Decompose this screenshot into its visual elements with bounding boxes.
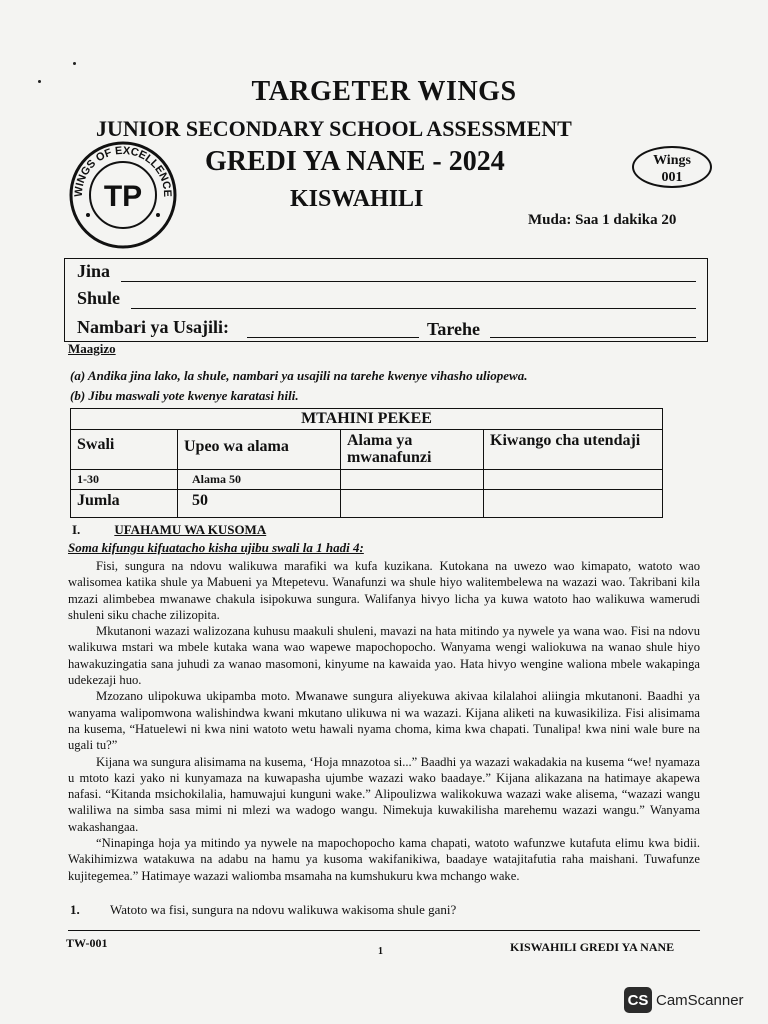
- section-name: UFAHAMU WA KUSOMA: [114, 522, 267, 537]
- student-details-box: [64, 258, 708, 342]
- header-student-marks: Alama ya mwanafunzi: [341, 430, 484, 470]
- passage-paragraph: “Ninapinga hoja ya mitindo ya nywele na mapochopocho kama chapati, watoto wafunzwe kutafuta elimu kwa bidii. Wakihimizwa watakuwa na adabu na hamu ya kusoma wakifanikiwa, baadaye watajitafutia raha maishani. Tuwafunze kujitegemea.” Hatimaye wazazi waliomba msamaha na kumshukuru kwa mchango wake.: [68, 836, 700, 883]
- row1-question: 1-30: [71, 470, 178, 490]
- name-field[interactable]: [121, 281, 696, 282]
- logo-letters: TP: [103, 180, 143, 213]
- instructions-title: Maagizo: [68, 341, 116, 356]
- header-performance: Kiwango cha utendaji: [484, 430, 663, 470]
- date-field[interactable]: [490, 337, 696, 338]
- footer-code: TW-001: [66, 936, 108, 950]
- row1-performance[interactable]: [484, 470, 663, 490]
- assessment-title: JUNIOR SECONDARY SCHOOL ASSESSMENT: [96, 116, 572, 141]
- grade-year: GREDI YA NANE - 2024: [205, 146, 505, 177]
- date-label: Tarehe: [427, 319, 481, 339]
- name-label: Jina: [77, 261, 111, 281]
- badge-line1: Wings: [653, 153, 691, 168]
- footer-subject: KISWAHILI GREDI YA NANE: [510, 940, 675, 954]
- school-label: Shule: [77, 288, 121, 308]
- registration-field[interactable]: [247, 337, 419, 338]
- section-instruction: Soma kifungu kifuatacho kisha ujibu swali la 1 hadi 4:: [68, 540, 364, 555]
- passage-paragraph: Kijana wa sungura alisimama na kusema, ‘Hoja mnazotoa si...” Baadhi ya wazazi wakadakia na kusema “we! nyamaza u mtoto kazi yako ni kunyamaza na kuwapasha ujumbe wazazi wako baadaye.” Kijana alikazana na hatimaye akapewa nafasi. “Kitanda msichokilalia, hamuwajui kunguni wake.” Alipoulizwa walikokuwa wazazi wake alisema, “wazazi wangu waliliwa na simba sasa mimi ni mlezi wa wadogo wangu. Nimekuja kuwakilisha marehemu wazazi wangu.” Wanyama wakashangaa.: [68, 754, 700, 834]
- camscanner-watermark: [624, 986, 744, 1014]
- instruction-a: (a) Andika jina lako, la shule, nambari ya usajili na tarehe kwenye vihasho uliopewa.: [70, 368, 528, 383]
- paper-code-badge: [632, 146, 712, 188]
- section-number: I.: [72, 522, 81, 537]
- duration: Muda: Saa 1 dakika 20: [528, 212, 677, 228]
- passage-paragraph: Mzozano ulipokuwa ukipamba moto. Mwanawe sungura aliyekuwa akivaa kilalahoi aliingia mkutanoni. Baadhi ya wanyama walipomwona walishindwa kwani mkutano ulikuwa ni wa wazazi. Kijana aliketi na kuwasikiliza. Fisi alisimama na kusema, “Hatuelewi ni kwa nini watoto wetu hawali nyama choma, kima kwa chapati. Tunalipa! kwa nini wale bure na ugali tu?”: [68, 689, 700, 753]
- school-name: TARGETER WINGS: [251, 76, 517, 107]
- scan-speck: [73, 62, 76, 65]
- school-logo-icon: [68, 140, 178, 250]
- header-max-marks: Upeo wa alama: [178, 430, 341, 470]
- camscanner-logo-icon: CS: [624, 987, 652, 1013]
- section-title: [72, 522, 266, 538]
- marks-table-title: MTAHINI PEKEE: [71, 409, 663, 430]
- instruction-b: (b) Jibu maswali yote kwenye karatasi hili.: [70, 388, 299, 403]
- page-number: 1: [378, 946, 383, 957]
- header-question: Swali: [71, 430, 178, 470]
- footer-divider: [68, 930, 700, 931]
- registration-label: Nambari ya Usajili:: [77, 317, 229, 337]
- row2-student-marks[interactable]: [341, 490, 484, 518]
- row2-total: Jumla: [71, 490, 178, 518]
- passage-paragraph: Mkutanoni wazazi walizozana kuhusu maakuli shuleni, mavazi na hata mitindo ya nywele ya wana wao. Fisi na ndovu walikuwa mstari wa mbele kutaka wana wao wapewe mapochopocho. Wanyama wengi waliokuwa na wanao shule hiyo hawakuzingatia sana juhudi za wanao masomoni, kinyume na kawaida yao. Hata hivyo wengine waliona mbele wakapinga udekezaji huo.: [68, 624, 700, 688]
- school-field[interactable]: [131, 308, 696, 309]
- row1-max: Alama 50: [178, 470, 341, 490]
- marks-table: [70, 408, 663, 518]
- question-text: Watoto wa fisi, sungura na ndovu walikuwa wakisoma shule gani?: [110, 902, 457, 917]
- row1-student-marks[interactable]: [341, 470, 484, 490]
- row2-max: 50: [178, 490, 341, 518]
- passage-paragraph: Fisi, sungura na ndovu walikuwa marafiki wa kufa kuzikana. Kutokana na uwezo wao kimapato, watoto wao walisomea katika shule ya Mabueni ya Mtepetevu. Wanafunzi wa shule hiyo walitembelewa na wazazi wao. Takribani kila mzazi alimbebea mwanawe chakula isipokuwa sungura. Walifanya hivyo licha ya kuwa watoto hao walikuwa wamerudi shuleni siku chache zilizopita.: [68, 559, 700, 622]
- question-number: 1.: [70, 902, 80, 917]
- row2-performance[interactable]: [484, 490, 663, 518]
- badge-line2: 001: [661, 170, 683, 185]
- reading-passage: [68, 558, 700, 884]
- question-1: [70, 902, 456, 918]
- subject-title: KISWAHILI: [290, 186, 424, 212]
- logo-ring-text: WINGS OF EXCELLENCE: [72, 144, 174, 198]
- camscanner-text: CamScanner: [656, 991, 744, 1009]
